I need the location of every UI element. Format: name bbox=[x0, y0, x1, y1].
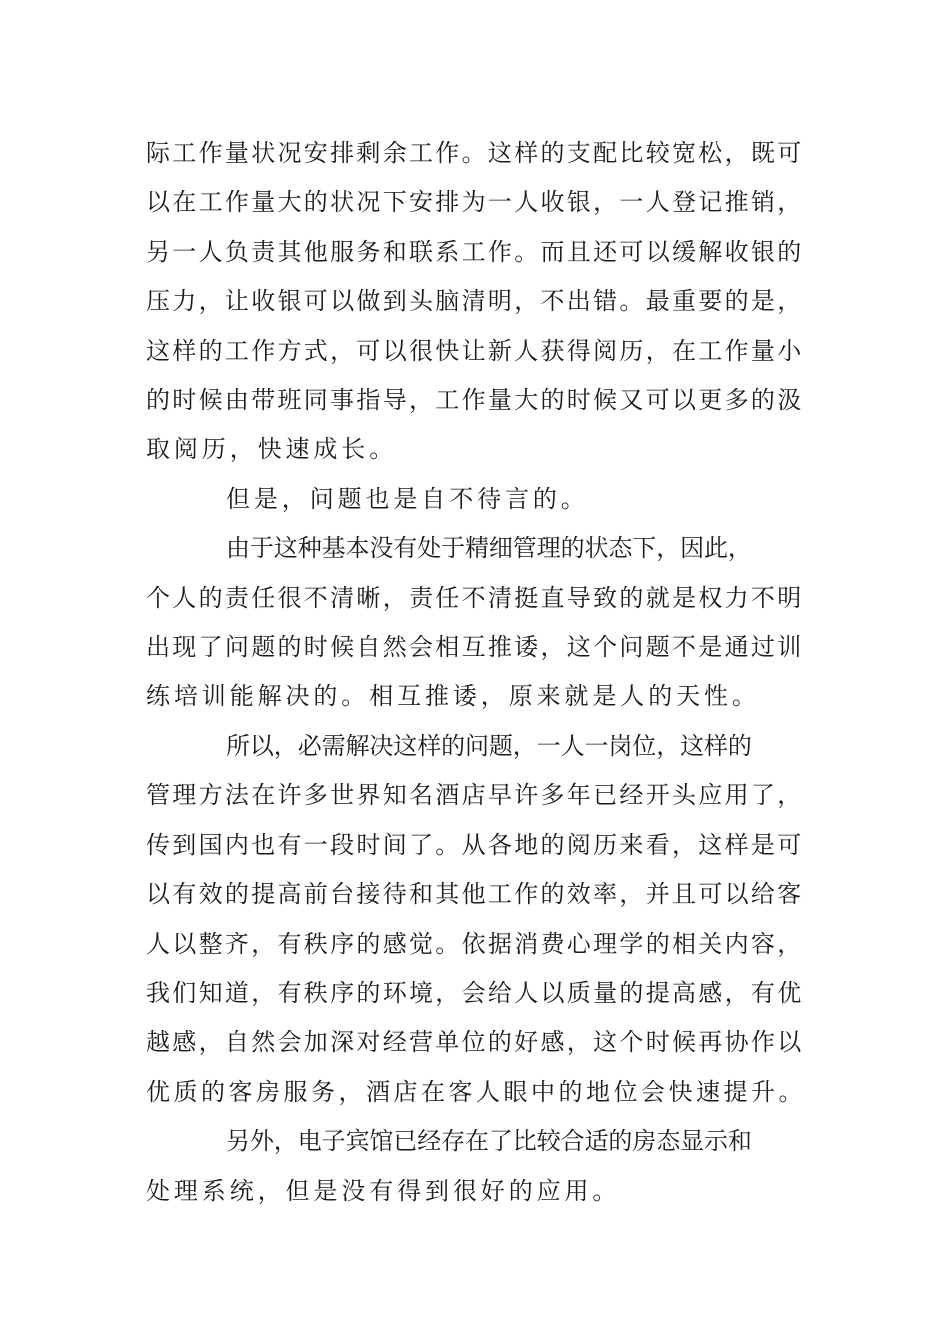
paragraph-3 bbox=[146, 524, 806, 722]
text-line: 由于这种基本没有处于精细管理的状态下，因此， bbox=[226, 534, 752, 563]
text-line: 的时候由带班同事指导，工作量大的时候又可以更多的汲 bbox=[146, 386, 804, 415]
text-line: 这样的工作方式，可以很快让新人获得阅历，在工作量小 bbox=[146, 336, 804, 365]
text-line: 另外，电子宾馆已经存在了比较合适的房态显示和 bbox=[226, 1127, 752, 1156]
text-line: 以有效的提高前台接待和其他工作的效率，并且可以给客 bbox=[146, 880, 804, 909]
text-line: 越感，自然会加深对经营单位的好感，这个时候再协作以 bbox=[146, 1028, 804, 1057]
text-line: 出现了问题的时候自然会相互推诿，这个问题不是通过训 bbox=[146, 633, 804, 662]
paragraph-2 bbox=[146, 475, 806, 524]
paragraph-5 bbox=[146, 1117, 806, 1216]
paragraph-4 bbox=[146, 722, 806, 1117]
text-line: 所以，必需解决这样的问题，一人一岗位，这样的 bbox=[226, 731, 752, 760]
text-line: 优质的客房服务，酒店在客人眼中的地位会快速提升。 bbox=[146, 1077, 806, 1106]
text-line: 我们知道，有秩序的环境，会给人以质量的提高感，有优 bbox=[146, 978, 804, 1007]
text-line: 管理方法在许多世界知名酒店早许多年已经开头应用了， bbox=[146, 781, 804, 810]
text-line: 取阅历，快速成长。 bbox=[146, 435, 398, 464]
text-line: 人以整齐，有秩序的感觉。依据消费心理学的相关内容， bbox=[146, 929, 804, 958]
text-line: 练培训能解决的。相互推诿，原来就是人的天性。 bbox=[146, 682, 760, 711]
body-text bbox=[146, 129, 806, 1216]
text-line: 个人的责任很不清晰，责任不清挺直导致的就是权力不明 bbox=[146, 583, 804, 612]
text-line: 际工作量状况安排剩余工作。这样的支配比较宽松，既可 bbox=[146, 139, 804, 167]
text-line: 但是，问题也是自不待言的。 bbox=[226, 484, 589, 513]
paragraph-1 bbox=[146, 129, 806, 475]
text-line: 以在工作量大的状况下安排为一人收银，一人登记推销， bbox=[146, 188, 804, 217]
text-line: 处理系统，但是没有得到很好的应用。 bbox=[146, 1176, 621, 1205]
text-line: 传到国内也有一段时间了。从各地的阅历来看，这样是可 bbox=[146, 830, 804, 859]
text-line: 另一人负责其他服务和联系工作。而且还可以缓解收银的 bbox=[146, 237, 804, 266]
text-line: 压力，让收银可以做到头脑清明，不出错。最重要的是， bbox=[146, 287, 804, 316]
